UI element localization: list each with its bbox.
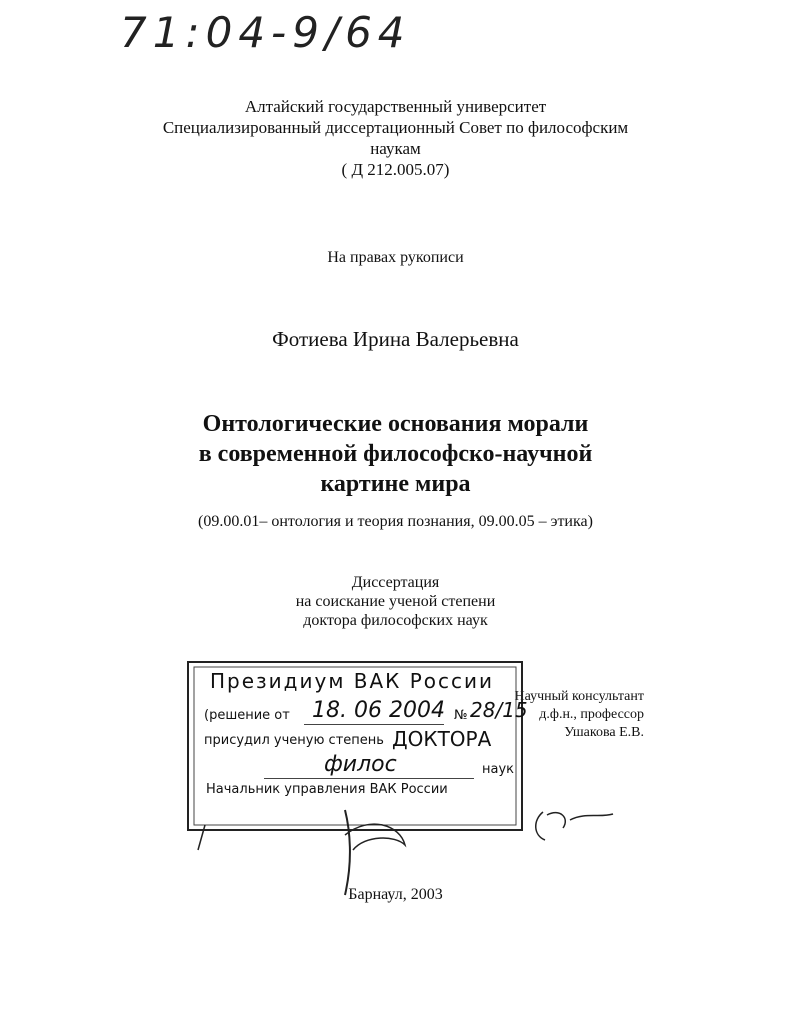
stamp-awarded-row bbox=[204, 727, 524, 753]
stamp-degree: ДОКТОРА bbox=[392, 727, 492, 751]
stamp-field-row bbox=[204, 752, 524, 782]
stamp-number-label: № bbox=[454, 708, 468, 723]
title-line-3: картине мира bbox=[320, 471, 471, 497]
council-name: Специализированный диссертационный Совет по философским bbox=[162, 118, 629, 137]
author-name: Фотиева Ирина Валерьевна bbox=[272, 327, 519, 351]
institution-name: Алтайский государственный университет bbox=[244, 97, 547, 116]
institution-block bbox=[0, 96, 791, 180]
city-year: Барнаул, 2003 bbox=[348, 886, 443, 903]
title-line-1: Онтологические основания морали bbox=[202, 411, 589, 437]
stamp-field: филос bbox=[324, 752, 397, 777]
stamp-decision-label: (решение от bbox=[204, 708, 290, 723]
diss-line-3: доктора философских наук bbox=[303, 612, 488, 629]
stamp-field-underline bbox=[264, 778, 474, 779]
stamp-number-value: 28/15 bbox=[470, 698, 528, 722]
consultant-name: Ушакова Е.В. bbox=[564, 725, 644, 740]
stamp-title: Президиум ВАК России bbox=[210, 669, 495, 693]
stamp-field-suffix: наук bbox=[482, 762, 515, 777]
stamp-date-underline bbox=[304, 724, 444, 725]
dissertation-type bbox=[0, 573, 791, 630]
consultant-label: Научный консультант bbox=[514, 689, 644, 704]
stamp-head-label: Начальник управления ВАК России bbox=[206, 782, 448, 797]
diss-line-1: Диссертация bbox=[351, 574, 440, 591]
council-code: ( Д 212.005.07) bbox=[341, 160, 450, 179]
diss-line-2: на соискание ученой степени bbox=[295, 593, 496, 610]
specialty-codes: (09.00.01– онтология и теория познания, 09.00.05 – этика) bbox=[198, 513, 593, 530]
stamp-decision-row bbox=[204, 698, 528, 728]
stamp-awarded-label: присудил ученую степень bbox=[204, 733, 384, 748]
dissertation-title bbox=[0, 409, 791, 499]
stamp-decision-date: 18. 06 2004 bbox=[312, 698, 445, 723]
title-line-2: в современной философско-научной bbox=[198, 441, 593, 467]
consultant-degree: д.ф.н., профессор bbox=[539, 707, 644, 722]
council-name-cont: наукам bbox=[370, 139, 421, 158]
manuscript-rights: На правах рукописи bbox=[327, 249, 464, 266]
signature-mark bbox=[195, 790, 645, 900]
archive-code: 71:04-9/64 bbox=[120, 8, 411, 57]
